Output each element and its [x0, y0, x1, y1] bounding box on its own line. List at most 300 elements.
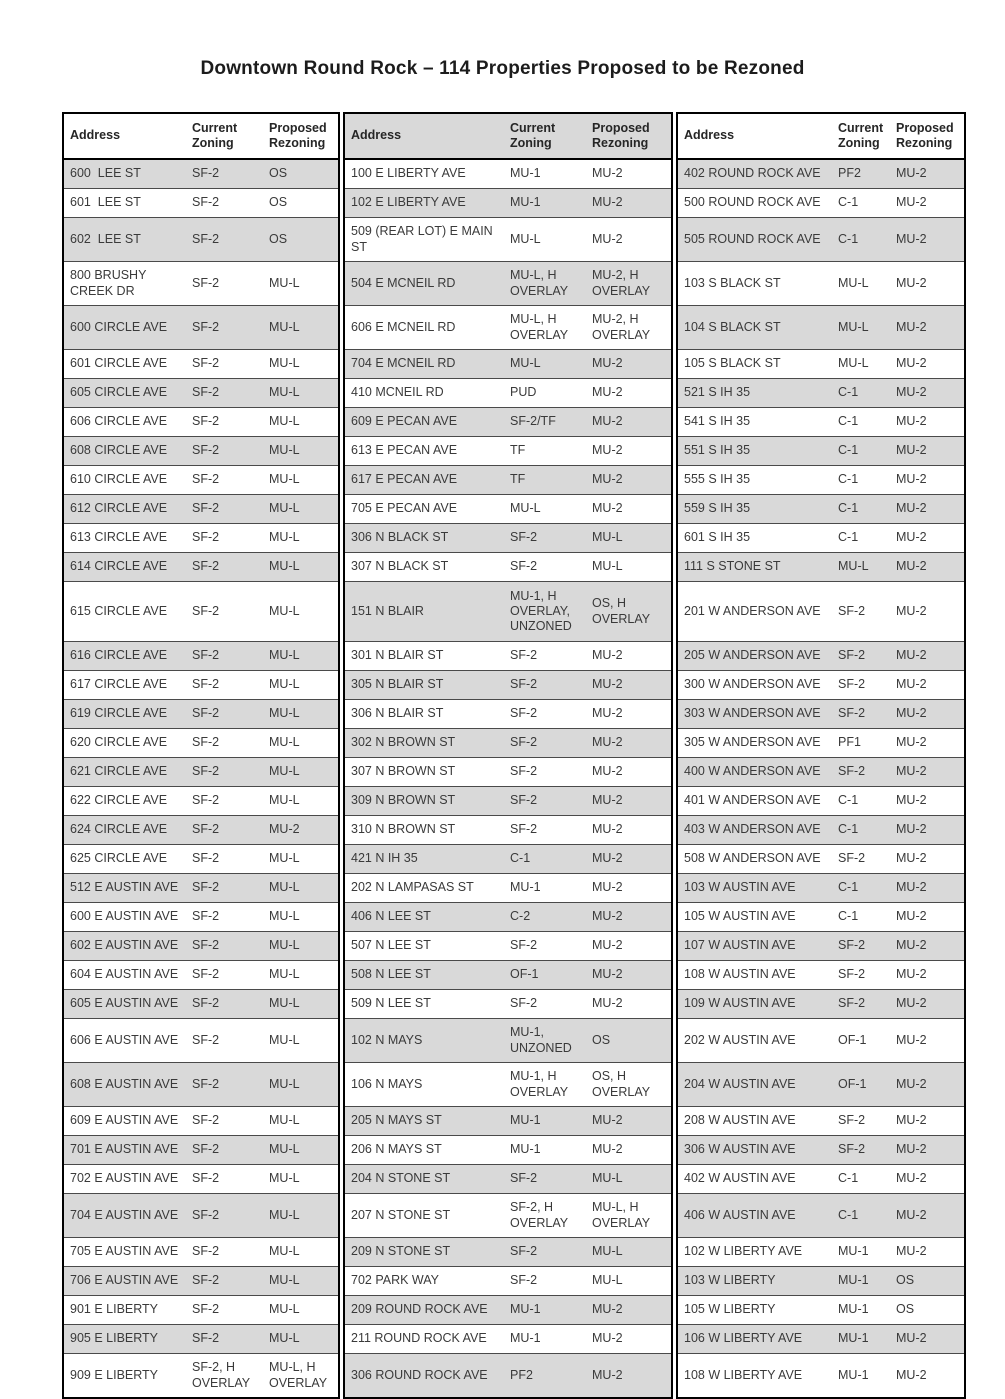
proposed-rezoning-cell: MU-L: [263, 1165, 339, 1194]
current-zoning-cell: SF-2: [504, 787, 586, 816]
current-zoning-cell: SF-2: [504, 1267, 586, 1296]
proposed-rezoning-cell: MU-L: [263, 874, 339, 903]
current-zoning-cell: SF-2: [504, 816, 586, 845]
address-header: Address: [63, 113, 186, 159]
table-row: [63, 495, 339, 524]
table-row: [677, 787, 965, 816]
table-row: [63, 874, 339, 903]
current-zoning-cell: MU-1, H OVERLAY: [504, 1063, 586, 1107]
proposed-rezoning-cell: MU-L: [263, 1019, 339, 1063]
current-zoning-cell: SF-2: [832, 990, 890, 1019]
current-zoning-cell: SF-2: [186, 159, 263, 189]
current-zoning-cell: SF-2: [186, 262, 263, 306]
proposed-rezoning-cell: MU-L: [263, 495, 339, 524]
table-row: [63, 1194, 339, 1238]
address-cell: 307 N BROWN ST: [344, 758, 504, 787]
address-cell: 403 W ANDERSON AVE: [677, 816, 832, 845]
address-cell: 105 W AUSTIN AVE: [677, 903, 832, 932]
current-zoning-cell: SF-2: [186, 729, 263, 758]
proposed-rezoning-cell: MU-2: [890, 1107, 965, 1136]
proposed-rezoning-cell: MU-2: [586, 1296, 672, 1325]
proposed-rezoning-cell: MU-2: [890, 466, 965, 495]
address-cell: 605 CIRCLE AVE: [63, 379, 186, 408]
current-zoning-cell: SF-2: [186, 787, 263, 816]
address-cell: 401 W ANDERSON AVE: [677, 787, 832, 816]
address-cell: 306 N BLACK ST: [344, 524, 504, 553]
table-row: [63, 816, 339, 845]
address-cell: 206 N MAYS ST: [344, 1136, 504, 1165]
current-zoning-cell: MU-1: [504, 1107, 586, 1136]
address-cell: 601 CIRCLE AVE: [63, 350, 186, 379]
address-cell: 608 E AUSTIN AVE: [63, 1063, 186, 1107]
address-cell: 624 CIRCLE AVE: [63, 816, 186, 845]
proposed-rezoning-cell: MU-L: [263, 671, 339, 700]
address-cell: 302 N BROWN ST: [344, 729, 504, 758]
current-zoning-cell: SF-2: [832, 1136, 890, 1165]
table-row: [677, 1238, 965, 1267]
address-cell: 508 W ANDERSON AVE: [677, 845, 832, 874]
address-cell: 507 N LEE ST: [344, 932, 504, 961]
current-zoning-header: Current Zoning: [186, 113, 263, 159]
proposed-rezoning-cell: MU-2: [890, 1063, 965, 1107]
proposed-rezoning-header: Proposed Rezoning: [586, 113, 672, 159]
table-row: [677, 903, 965, 932]
proposed-rezoning-cell: MU-L: [586, 524, 672, 553]
address-cell: 600 LEE ST: [63, 159, 186, 189]
address-cell: 106 N MAYS: [344, 1063, 504, 1107]
current-zoning-cell: SF-2: [504, 1165, 586, 1194]
address-cell: 504 E MCNEIL RD: [344, 262, 504, 306]
current-zoning-cell: SF-2: [186, 1063, 263, 1107]
current-zoning-cell: C-1: [832, 816, 890, 845]
proposed-rezoning-cell: MU-L: [263, 408, 339, 437]
proposed-rezoning-cell: MU-2: [586, 700, 672, 729]
table-body-left: [63, 159, 339, 1398]
proposed-rezoning-cell: MU-L: [263, 1325, 339, 1354]
proposed-rezoning-cell: MU-L: [263, 903, 339, 932]
current-zoning-cell: C-1: [832, 437, 890, 466]
table-row: [677, 1325, 965, 1354]
current-zoning-cell: SF-2: [504, 1238, 586, 1267]
current-zoning-cell: SF-2: [186, 874, 263, 903]
proposed-rezoning-cell: MU-2: [890, 1194, 965, 1238]
current-zoning-cell: TF: [504, 437, 586, 466]
current-zoning-cell: SF-2: [504, 524, 586, 553]
address-cell: 509 (REAR LOT) E MAIN ST: [344, 218, 504, 262]
address-cell: 615 CIRCLE AVE: [63, 582, 186, 642]
current-zoning-cell: SF-2: [186, 466, 263, 495]
table-row: [344, 495, 672, 524]
current-zoning-cell: SF-2: [186, 1325, 263, 1354]
proposed-rezoning-cell: MU-2: [890, 524, 965, 553]
address-cell: 205 W ANDERSON AVE: [677, 642, 832, 671]
proposed-rezoning-cell: MU-2: [263, 816, 339, 845]
current-zoning-header: Current Zoning: [504, 113, 586, 159]
proposed-rezoning-cell: MU-2: [586, 787, 672, 816]
current-zoning-cell: MU-1: [504, 1325, 586, 1354]
current-zoning-cell: MU-1: [504, 1136, 586, 1165]
proposed-rezoning-cell: MU-2: [890, 874, 965, 903]
address-cell: 109 W AUSTIN AVE: [677, 990, 832, 1019]
current-zoning-cell: MU-1: [504, 159, 586, 189]
address-cell: 209 N STONE ST: [344, 1238, 504, 1267]
current-zoning-cell: C-1: [832, 495, 890, 524]
table-row: [344, 642, 672, 671]
table-row: [677, 845, 965, 874]
table-row: [63, 1325, 339, 1354]
table-row: [63, 845, 339, 874]
current-zoning-cell: SF-2: [186, 671, 263, 700]
address-cell: 625 CIRCLE AVE: [63, 845, 186, 874]
address-cell: 102 W LIBERTY AVE: [677, 1238, 832, 1267]
table-row: [63, 306, 339, 350]
address-cell: 521 S IH 35: [677, 379, 832, 408]
proposed-rezoning-cell: MU-2: [890, 758, 965, 787]
current-zoning-cell: MU-1: [504, 874, 586, 903]
current-zoning-cell: C-1: [832, 524, 890, 553]
proposed-rezoning-cell: MU-L: [263, 262, 339, 306]
table-row: [677, 466, 965, 495]
table-row: [344, 1194, 672, 1238]
proposed-rezoning-cell: MU-2: [586, 1354, 672, 1399]
current-zoning-cell: SF-2: [504, 932, 586, 961]
proposed-rezoning-header: Proposed Rezoning: [890, 113, 965, 159]
address-cell: 410 MCNEIL RD: [344, 379, 504, 408]
table-row: [344, 408, 672, 437]
address-cell: 305 N BLAIR ST: [344, 671, 504, 700]
table-row: [63, 1063, 339, 1107]
current-zoning-cell: C-1: [832, 1165, 890, 1194]
current-zoning-cell: SF-2: [832, 961, 890, 990]
proposed-rezoning-header: Proposed Rezoning: [263, 113, 339, 159]
table-row: [677, 671, 965, 700]
table-row: [344, 553, 672, 582]
address-cell: 800 BRUSHY CREEK DR: [63, 262, 186, 306]
table-row: [677, 553, 965, 582]
address-cell: 616 CIRCLE AVE: [63, 642, 186, 671]
proposed-rezoning-cell: MU-L: [263, 1267, 339, 1296]
address-header: Address: [344, 113, 504, 159]
table-row: [677, 1063, 965, 1107]
current-zoning-cell: SF-2: [504, 729, 586, 758]
table-row: [63, 990, 339, 1019]
current-zoning-cell: SF-2: [186, 961, 263, 990]
address-cell: 701 E AUSTIN AVE: [63, 1136, 186, 1165]
address-cell: 402 W AUSTIN AVE: [677, 1165, 832, 1194]
current-zoning-cell: TF: [504, 466, 586, 495]
table-row: [344, 932, 672, 961]
table-row: [344, 990, 672, 1019]
table-row: [344, 1019, 672, 1063]
address-cell: 301 N BLAIR ST: [344, 642, 504, 671]
current-zoning-cell: C-1: [832, 1194, 890, 1238]
address-cell: 608 CIRCLE AVE: [63, 437, 186, 466]
proposed-rezoning-cell: MU-2: [586, 758, 672, 787]
proposed-rezoning-cell: MU-L: [263, 466, 339, 495]
table-row: [677, 379, 965, 408]
address-cell: 551 S IH 35: [677, 437, 832, 466]
address-cell: 204 W AUSTIN AVE: [677, 1063, 832, 1107]
table-row: [63, 437, 339, 466]
table-row: [63, 466, 339, 495]
address-cell: 402 ROUND ROCK AVE: [677, 159, 832, 189]
proposed-rezoning-cell: MU-L: [263, 1194, 339, 1238]
current-zoning-cell: SF-2: [186, 189, 263, 218]
current-zoning-cell: C-1: [504, 845, 586, 874]
table-row: [344, 758, 672, 787]
table-row: [344, 1354, 672, 1399]
address-cell: 600 CIRCLE AVE: [63, 306, 186, 350]
address-cell: 202 W AUSTIN AVE: [677, 1019, 832, 1063]
proposed-rezoning-cell: MU-2: [890, 700, 965, 729]
header-row: [344, 113, 672, 159]
proposed-rezoning-cell: MU-2: [586, 729, 672, 758]
address-cell: 621 CIRCLE AVE: [63, 758, 186, 787]
proposed-rezoning-cell: MU-L: [263, 1063, 339, 1107]
proposed-rezoning-cell: MU-2, H OVERLAY: [586, 306, 672, 350]
current-zoning-cell: C-1: [832, 408, 890, 437]
proposed-rezoning-cell: OS, H OVERLAY: [586, 582, 672, 642]
current-zoning-cell: SF-2: [832, 1107, 890, 1136]
current-zoning-cell: MU-L: [832, 553, 890, 582]
proposed-rezoning-cell: MU-2: [586, 408, 672, 437]
table-row: [63, 1019, 339, 1063]
table-row: [344, 1165, 672, 1194]
proposed-rezoning-cell: MU-2: [890, 553, 965, 582]
address-cell: 613 E PECAN AVE: [344, 437, 504, 466]
proposed-rezoning-cell: MU-L: [263, 524, 339, 553]
proposed-rezoning-cell: MU-2: [586, 1325, 672, 1354]
proposed-rezoning-cell: MU-L: [263, 553, 339, 582]
table-row: [344, 437, 672, 466]
proposed-rezoning-cell: MU-2: [586, 874, 672, 903]
address-cell: 500 ROUND ROCK AVE: [677, 189, 832, 218]
proposed-rezoning-cell: MU-2: [890, 990, 965, 1019]
proposed-rezoning-cell: OS: [263, 189, 339, 218]
table-row: [63, 218, 339, 262]
current-zoning-cell: SF-2: [186, 218, 263, 262]
proposed-rezoning-cell: MU-2: [890, 159, 965, 189]
current-zoning-cell: MU-L: [832, 350, 890, 379]
current-zoning-cell: MU-1: [504, 1296, 586, 1325]
proposed-rezoning-cell: MU-2: [586, 845, 672, 874]
address-cell: 601 S IH 35: [677, 524, 832, 553]
current-zoning-cell: OF-1: [504, 961, 586, 990]
current-zoning-cell: SF-2: [832, 582, 890, 642]
address-cell: 555 S IH 35: [677, 466, 832, 495]
table-row: [677, 758, 965, 787]
address-cell: 901 E LIBERTY: [63, 1296, 186, 1325]
proposed-rezoning-cell: MU-2: [890, 961, 965, 990]
current-zoning-cell: C-1: [832, 379, 890, 408]
table-row: [344, 874, 672, 903]
table-row: [344, 582, 672, 642]
address-cell: 612 CIRCLE AVE: [63, 495, 186, 524]
address-cell: 702 PARK WAY: [344, 1267, 504, 1296]
current-zoning-cell: SF-2: [186, 582, 263, 642]
address-cell: 202 N LAMPASAS ST: [344, 874, 504, 903]
proposed-rezoning-cell: MU-L: [263, 1136, 339, 1165]
table-row: [677, 990, 965, 1019]
table-row: [677, 642, 965, 671]
current-zoning-cell: MU-1: [832, 1238, 890, 1267]
table-row: [63, 961, 339, 990]
current-zoning-cell: MU-1, UNZONED: [504, 1019, 586, 1063]
current-zoning-cell: SF-2: [186, 495, 263, 524]
proposed-rezoning-cell: MU-L: [263, 845, 339, 874]
address-cell: 406 W AUSTIN AVE: [677, 1194, 832, 1238]
address-cell: 306 W AUSTIN AVE: [677, 1136, 832, 1165]
table-row: [344, 700, 672, 729]
table-row: [344, 1136, 672, 1165]
proposed-rezoning-cell: MU-L: [263, 787, 339, 816]
proposed-rezoning-cell: MU-2: [890, 845, 965, 874]
current-zoning-cell: SF-2: [186, 437, 263, 466]
proposed-rezoning-cell: MU-L, H OVERLAY: [263, 1354, 339, 1399]
table-row: [344, 524, 672, 553]
current-zoning-cell: SF-2: [832, 845, 890, 874]
address-cell: 106 W LIBERTY AVE: [677, 1325, 832, 1354]
proposed-rezoning-cell: MU-2: [586, 495, 672, 524]
address-cell: 204 N STONE ST: [344, 1165, 504, 1194]
proposed-rezoning-cell: MU-2: [890, 903, 965, 932]
table-row: [63, 671, 339, 700]
address-cell: 205 N MAYS ST: [344, 1107, 504, 1136]
header-row: [677, 113, 965, 159]
page-title: Downtown Round Rock – 114 Properties Proposed to be Rezoned: [200, 58, 805, 79]
proposed-rezoning-cell: MU-2: [586, 642, 672, 671]
proposed-rezoning-cell: OS: [263, 218, 339, 262]
table-row: [677, 218, 965, 262]
current-zoning-cell: SF-2: [186, 1165, 263, 1194]
address-cell: 512 E AUSTIN AVE: [63, 874, 186, 903]
address-cell: 421 N IH 35: [344, 845, 504, 874]
proposed-rezoning-cell: MU-L: [263, 1296, 339, 1325]
proposed-rezoning-cell: MU-2: [890, 350, 965, 379]
table-body-right: [677, 159, 965, 1398]
proposed-rezoning-cell: MU-2: [890, 189, 965, 218]
address-cell: 613 CIRCLE AVE: [63, 524, 186, 553]
address-cell: 103 W AUSTIN AVE: [677, 874, 832, 903]
proposed-rezoning-cell: MU-2: [586, 903, 672, 932]
current-zoning-cell: PF1: [832, 729, 890, 758]
address-cell: 706 E AUSTIN AVE: [63, 1267, 186, 1296]
current-zoning-cell: SF-2: [186, 350, 263, 379]
table-row: [344, 159, 672, 189]
current-zoning-cell: C-1: [832, 466, 890, 495]
current-zoning-cell: SF-2: [504, 671, 586, 700]
proposed-rezoning-cell: MU-2: [890, 582, 965, 642]
proposed-rezoning-cell: MU-2: [890, 1165, 965, 1194]
current-zoning-cell: SF-2: [504, 758, 586, 787]
current-zoning-cell: SF-2: [186, 1136, 263, 1165]
proposed-rezoning-cell: MU-2: [586, 379, 672, 408]
address-cell: 610 CIRCLE AVE: [63, 466, 186, 495]
current-zoning-cell: MU-1: [832, 1354, 890, 1399]
table-row: [344, 1238, 672, 1267]
address-cell: 306 ROUND ROCK AVE: [344, 1354, 504, 1399]
proposed-rezoning-cell: MU-L: [586, 1267, 672, 1296]
address-cell: 508 N LEE ST: [344, 961, 504, 990]
current-zoning-cell: MU-L: [504, 350, 586, 379]
table-row: [677, 1019, 965, 1063]
table-row: [677, 1165, 965, 1194]
proposed-rezoning-cell: MU-2: [890, 932, 965, 961]
current-zoning-cell: SF-2: [832, 671, 890, 700]
proposed-rezoning-cell: MU-L: [263, 350, 339, 379]
current-zoning-cell: SF-2: [186, 903, 263, 932]
current-zoning-cell: SF-2: [186, 1019, 263, 1063]
current-zoning-cell: C-1: [832, 787, 890, 816]
proposed-rezoning-cell: MU-2: [586, 1136, 672, 1165]
address-cell: 620 CIRCLE AVE: [63, 729, 186, 758]
address-cell: 559 S IH 35: [677, 495, 832, 524]
table-row: [63, 189, 339, 218]
table-row: [677, 700, 965, 729]
current-zoning-cell: MU-1: [832, 1267, 890, 1296]
address-cell: 209 ROUND ROCK AVE: [344, 1296, 504, 1325]
proposed-rezoning-cell: MU-L: [586, 553, 672, 582]
address-cell: 300 W ANDERSON AVE: [677, 671, 832, 700]
rezoning-table-right: [676, 112, 966, 1399]
address-cell: 104 S BLACK ST: [677, 306, 832, 350]
table-row: [677, 159, 965, 189]
current-zoning-cell: OF-1: [832, 1063, 890, 1107]
proposed-rezoning-cell: MU-2: [586, 159, 672, 189]
table-row: [344, 1267, 672, 1296]
address-cell: 509 N LEE ST: [344, 990, 504, 1019]
table-row: [63, 1107, 339, 1136]
current-zoning-cell: SF-2: [186, 524, 263, 553]
table-row: [63, 729, 339, 758]
table-row: [677, 582, 965, 642]
address-cell: 609 E PECAN AVE: [344, 408, 504, 437]
proposed-rezoning-cell: MU-2: [890, 437, 965, 466]
table-row: [677, 437, 965, 466]
address-cell: 619 CIRCLE AVE: [63, 700, 186, 729]
current-zoning-cell: SF-2: [186, 845, 263, 874]
address-cell: 105 S BLACK ST: [677, 350, 832, 379]
address-cell: 505 ROUND ROCK AVE: [677, 218, 832, 262]
address-cell: 107 W AUSTIN AVE: [677, 932, 832, 961]
current-zoning-cell: SF-2: [504, 642, 586, 671]
address-cell: 102 E LIBERTY AVE: [344, 189, 504, 218]
table-row: [63, 758, 339, 787]
current-zoning-cell: SF-2: [186, 1238, 263, 1267]
current-zoning-cell: SF-2: [186, 642, 263, 671]
current-zoning-cell: SF-2: [186, 306, 263, 350]
table-row: [677, 816, 965, 845]
current-zoning-cell: MU-1: [504, 189, 586, 218]
proposed-rezoning-cell: MU-2: [586, 218, 672, 262]
proposed-rezoning-cell: MU-2: [586, 437, 672, 466]
address-cell: 309 N BROWN ST: [344, 787, 504, 816]
proposed-rezoning-cell: MU-L, H OVERLAY: [586, 1194, 672, 1238]
current-zoning-cell: SF-2/TF: [504, 408, 586, 437]
proposed-rezoning-cell: MU-2: [890, 1354, 965, 1399]
table-row: [344, 350, 672, 379]
current-zoning-cell: PF2: [504, 1354, 586, 1399]
address-cell: 100 E LIBERTY AVE: [344, 159, 504, 189]
address-cell: 541 S IH 35: [677, 408, 832, 437]
table-row: [344, 961, 672, 990]
address-cell: 605 E AUSTIN AVE: [63, 990, 186, 1019]
rezoning-table-left: [62, 112, 340, 1399]
proposed-rezoning-cell: MU-2: [890, 495, 965, 524]
header-row: [63, 113, 339, 159]
proposed-rezoning-cell: MU-2: [890, 671, 965, 700]
rezoning-table-middle: [343, 112, 673, 1399]
